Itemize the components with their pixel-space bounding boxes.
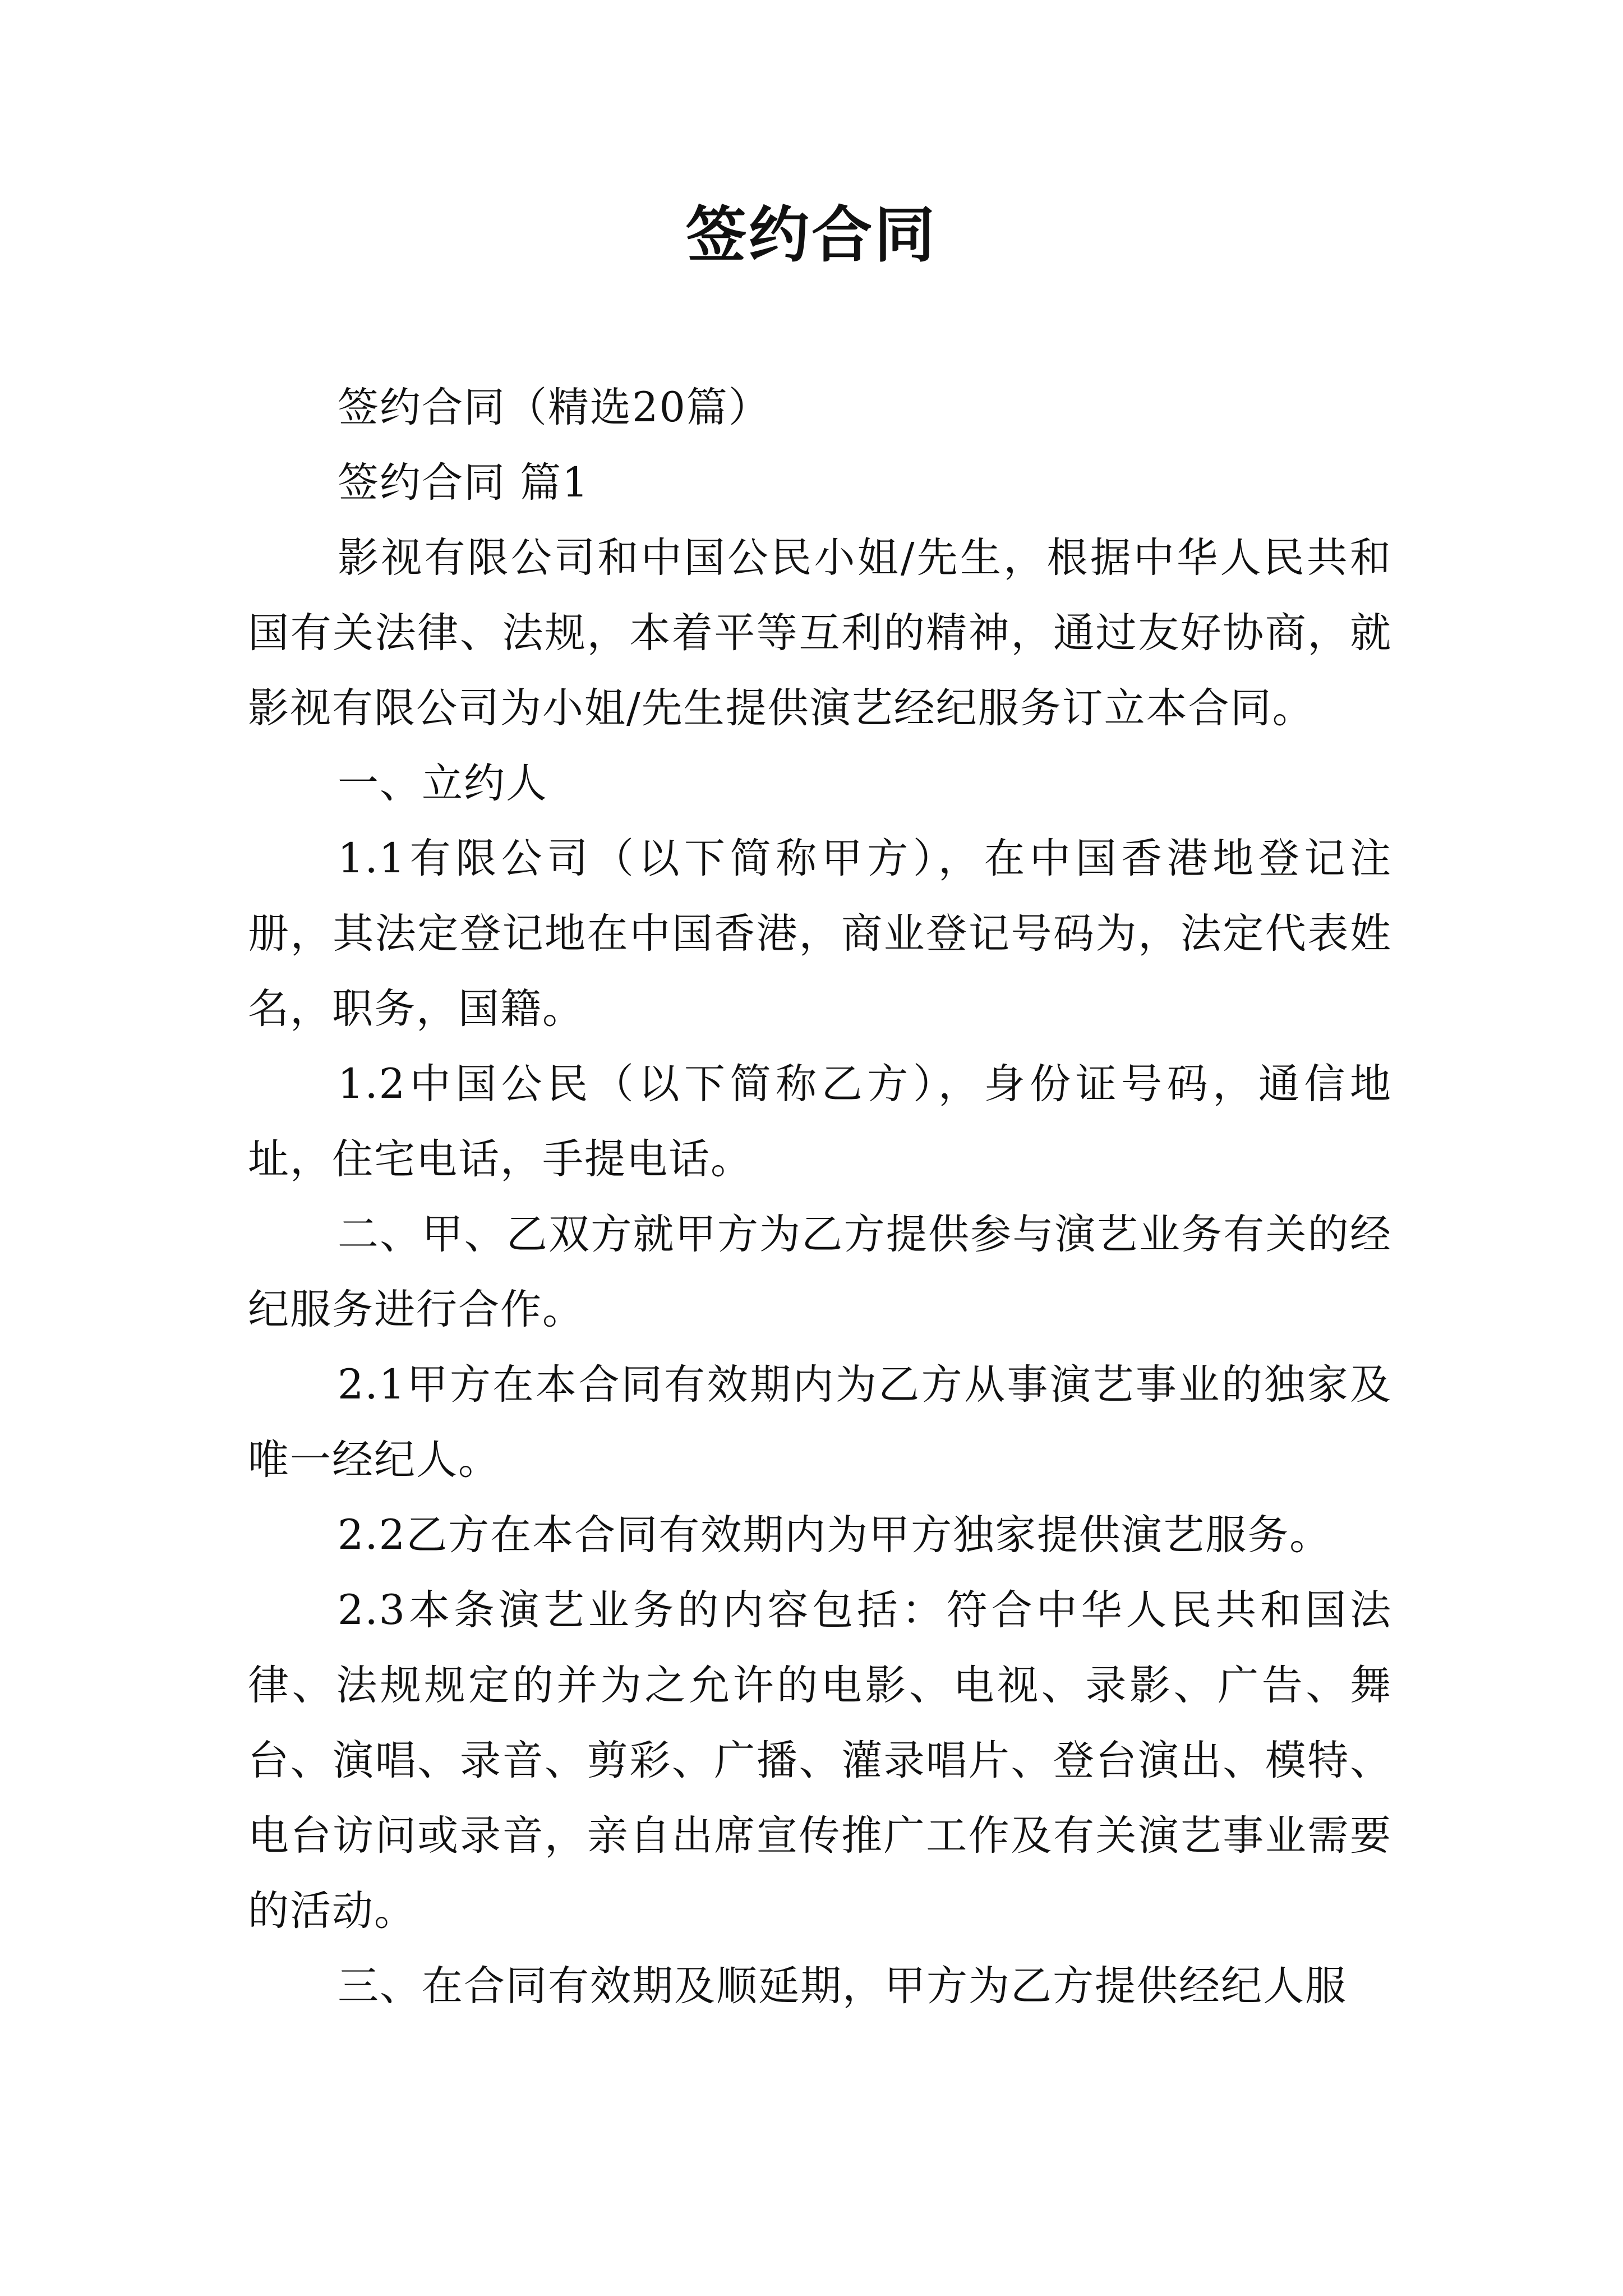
paragraph-clause-3: 三、在合同有效期及顺延期，甲方为乙方提供经纪人服 [338,1962,1347,2010]
paragraph-clause-2: 二、甲、乙双方就甲方为乙方提供参与演艺业务有关的经纪服务进行合作。 [248,1211,1392,1333]
paragraph-clause-1-2: 1.2中国公民（以下简称乙方），身份证号码，通信地址，住宅电话，手提电话。 [248,1060,1392,1183]
paragraph-clause-2-2: 2.2乙方在本合同有效期内为甲方独家提供演艺服务。 [338,1511,1332,1559]
paragraph-heading: 签约合同（精选20篇） [338,384,771,431]
paragraph-clause-2-1: 2.1甲方在本合同有效期内为乙方从事演艺事业的独家及唯一经纪人。 [248,1361,1392,1484]
paragraph-clause-2-3: 2.3本条演艺业务的内容包括：符合中华人民共和国法律、法规规定的并为之允许的电影、电视、录影、广告、舞台、演唱、录音、剪彩、广播、灌录唱片、登台演出、模特、电台访问或录音，亲自出席宣传推广工作及有关演艺事业需要的活动。 [248,1586,1392,1935]
paragraph-clause-1-1: 1.1有限公司（以下简称甲方），在中国香港地登记注册，其法定登记地在中国香港，商业登记号码为，法定代表姓名，职务，国籍。 [248,835,1392,1033]
document-title: 签约合同 [685,200,937,270]
paragraph-preamble: 影视有限公司和中国公民小姐/先生，根据中华人民共和国有关法律、法规，本着平等互利的精神，通过友好协商，就影视有限公司为小姐/先生提供演艺经纪服务订立本合同。 [248,534,1392,732]
paragraph-clause-1: 一、立约人 [338,760,548,807]
document-body [248,370,1392,2024]
paragraph-section-label: 签约合同 篇1 [338,459,589,507]
